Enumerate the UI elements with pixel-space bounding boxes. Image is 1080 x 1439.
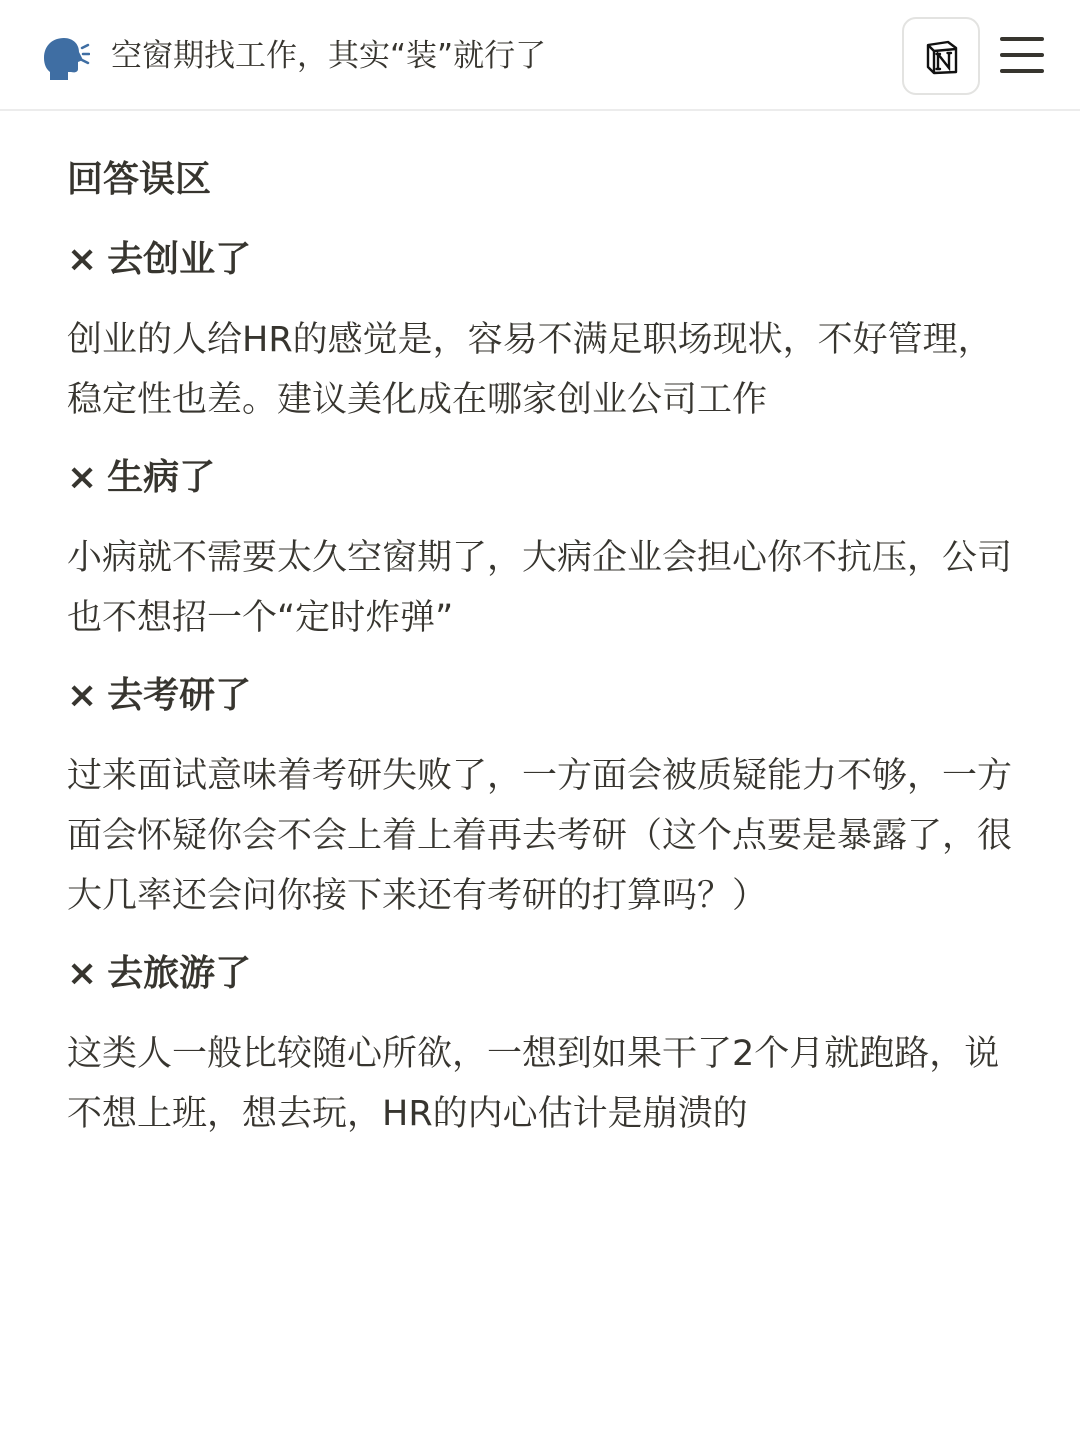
section-heading: 回答误区: [67, 159, 212, 200]
item-title: 去创业了: [107, 239, 252, 280]
item-body: 小病就不需要太久空窗期了，大病企业会担心你不抗压，公司也不想招一个“定时炸弹”: [67, 538, 1013, 638]
cross-mark-icon: ×: [67, 239, 98, 280]
item-heading: [67, 448, 1017, 508]
top-bar: [0, 0, 1080, 111]
notion-button[interactable]: [902, 17, 980, 95]
item-title: 去旅游了: [107, 953, 252, 994]
hamburger-menu-icon[interactable]: [1000, 35, 1044, 75]
notion-logo-icon: [924, 39, 960, 75]
cross-mark-icon: ×: [67, 953, 98, 994]
speaking-head-icon[interactable]: [38, 36, 90, 84]
item-title: 去考研了: [107, 675, 252, 716]
item-heading: [67, 944, 1017, 1004]
item-body: 这类人一般比较随心所欲，一想到如果干了2个月就跑路，说不想上班，想去玩，HR的内心估计是崩溃的: [67, 1034, 1000, 1134]
page-title: 空窗期找工作，其实“装”就行了: [111, 38, 547, 74]
item-body: 过来面试意味着考研失败了，一方面会被质疑能力不够，一方面会怀疑你会不会上着上着再去考研（这个点要是暴露了，很大几率还会问你接下来还有考研的打算吗？）: [67, 756, 1013, 916]
item-heading: [67, 230, 1017, 290]
page-content: [67, 150, 1017, 1144]
cross-mark-icon: ×: [67, 675, 98, 716]
item-heading: [67, 666, 1017, 726]
cross-mark-icon: ×: [67, 457, 98, 498]
item-body: 创业的人给HR的感觉是，容易不满足职场现状，不好管理，稳定性也差。建议美化成在哪家创业公司工作: [67, 320, 993, 420]
item-title: 生病了: [107, 457, 216, 498]
